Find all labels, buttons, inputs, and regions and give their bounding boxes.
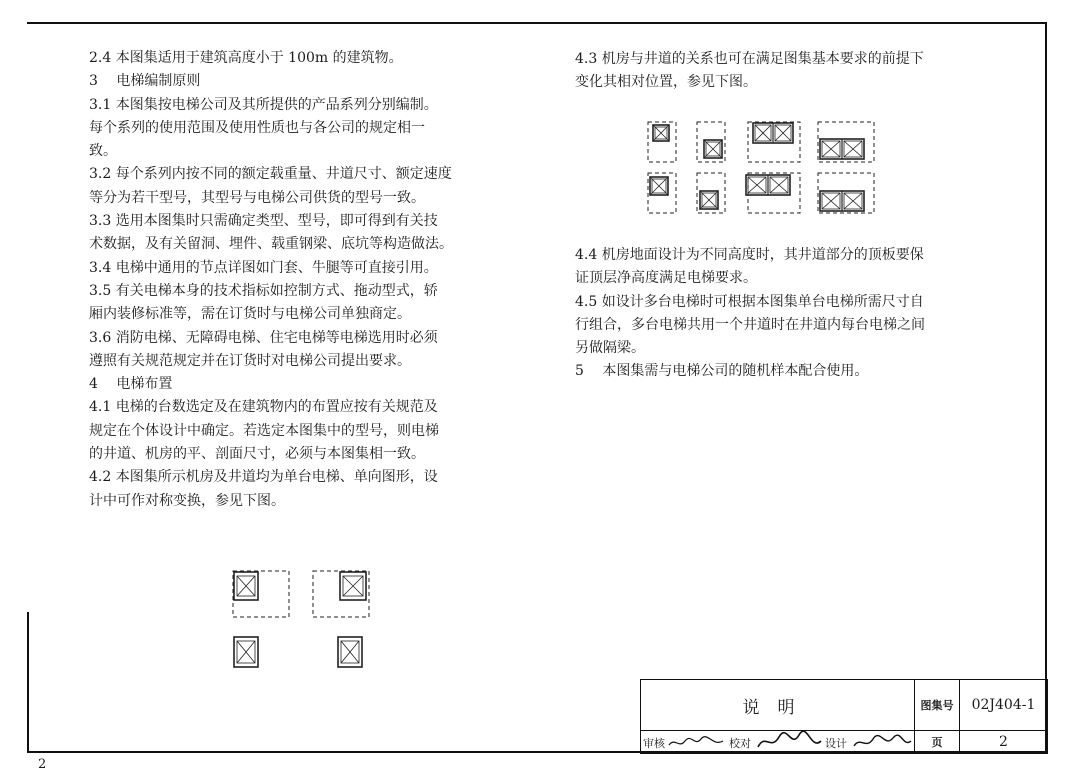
review-signature (667, 733, 727, 751)
design-label: 设计 (825, 737, 847, 750)
text-line: 3.1 本图集按电梯公司及其所提供的产品系列分别编制。 (89, 96, 438, 113)
text-line: 4.3 机房与井道的关系也可在满足图集基本要求的前提下 (575, 51, 924, 67)
machine-room-shaft-double-offset (818, 173, 874, 213)
machine-room-shaft-right (313, 571, 369, 617)
text-line: 变化其相对位置，参见下图。 (575, 74, 757, 91)
frame-top-border (27, 22, 1047, 24)
page-label: 页 (915, 731, 960, 754)
frame-right-border (1045, 22, 1047, 753)
machine-room-shaft-double-bottom (818, 122, 874, 162)
text-line: 规定在个体设计中确定。若选定本图集中的型号，则电梯 (89, 422, 439, 439)
text-line: 证顶层净高度满足电梯要求。 (575, 270, 757, 287)
drawing-title: 说明 (641, 680, 915, 731)
text-line: 致。 (89, 143, 117, 160)
text-line: 4.4 机房地面设计为不同高度时，其井道部分的顶板要保 (575, 247, 924, 263)
text-line: 术数据，及有关留洞、埋件、载重钢梁、底坑等构造做法。 (89, 236, 453, 253)
text-line: 3.4 电梯中通用的节点详图如门套、牛腿等可直接引用。 (89, 259, 438, 276)
check-signature (755, 731, 825, 753)
machine-room-shaft-left (233, 571, 289, 617)
text-line: 3.6 消防电梯、无障碍电梯、住宅电梯等电梯选用时必须 (89, 329, 438, 346)
check-label: 校对 (729, 737, 751, 750)
text-line: 3.5 有关电梯本身的技术指标如控制方式、拖动型式，轿 (89, 282, 438, 299)
text-line: 4 电梯布置 (89, 376, 173, 393)
text-line: 3 电梯编制原则 (89, 73, 201, 90)
machine-room-shaft-bottom (697, 173, 725, 213)
machine-room-shaft-aligned (648, 122, 676, 162)
text-line: 行组合，多台电梯共用一个井道时在井道内每台电梯之间 (575, 316, 925, 333)
text-line: 的井道、机房的平、剖面尺寸，必须与本图集相一致。 (89, 446, 425, 463)
elevator-symmetry-diagram (225, 565, 385, 675)
text-line: 4.2 本图集所示机房及井道均为单台电梯、单向图形，设 (89, 469, 438, 486)
text-line: 遵照有关规范规定并在订货时对电梯公司提出要求。 (89, 352, 411, 369)
page-number-cell: 2 (960, 731, 1048, 754)
elevator-layout-diagram-relative (640, 115, 880, 220)
text-line: 计中可作对称变换，参见下图。 (89, 492, 285, 509)
design-signature (851, 732, 913, 752)
text-line: 4.5 如设计多台电梯时可根据本图集单台电梯所需尺寸自 (575, 293, 924, 310)
text-line: 等分为若干型号，其型号与电梯公司供货的型号一致。 (89, 189, 425, 206)
atlas-number: 02J404-1 (960, 680, 1048, 731)
atlas-number-label: 图集号 (915, 680, 960, 731)
text-line: 2.4 本图集适用于建筑高度小于 100m 的建筑物。 (89, 50, 403, 66)
signature-row (641, 731, 915, 754)
page-number: 2 (38, 757, 47, 772)
frame-left-border (27, 612, 29, 753)
text-line: 厢内装修标准等，需在订货时与电梯公司单独商定。 (89, 306, 411, 323)
text-line: 每个系列的使用范围及使用性质也与各公司的规定相一 (89, 119, 425, 136)
shaft-right (338, 637, 362, 667)
right-text-column-bottom (575, 244, 995, 384)
shaft-left (234, 637, 258, 667)
text-line: 5 本图集需与电梯公司的随机样本配合使用。 (575, 363, 869, 380)
text-line: 另做隔梁。 (575, 340, 645, 357)
machine-room-shaft-double-side (746, 173, 800, 213)
text-line: 3.2 每个系列内按不同的额定载重量、井道尺寸、额定速度 (89, 166, 452, 183)
title-block (640, 679, 1048, 754)
machine-room-shaft-side (648, 173, 676, 213)
left-text-column (89, 47, 514, 513)
machine-room-shaft-double-top (748, 122, 800, 162)
machine-room-shaft-offset (697, 122, 725, 162)
text-line: 4.1 电梯的台数选定及在建筑物内的布置应按有关规范及 (89, 399, 438, 416)
text-line: 3.3 选用本图集时只需确定类型、型号，即可得到有关技 (89, 213, 438, 230)
right-text-column-top (575, 48, 995, 95)
review-label: 审核 (643, 737, 665, 750)
